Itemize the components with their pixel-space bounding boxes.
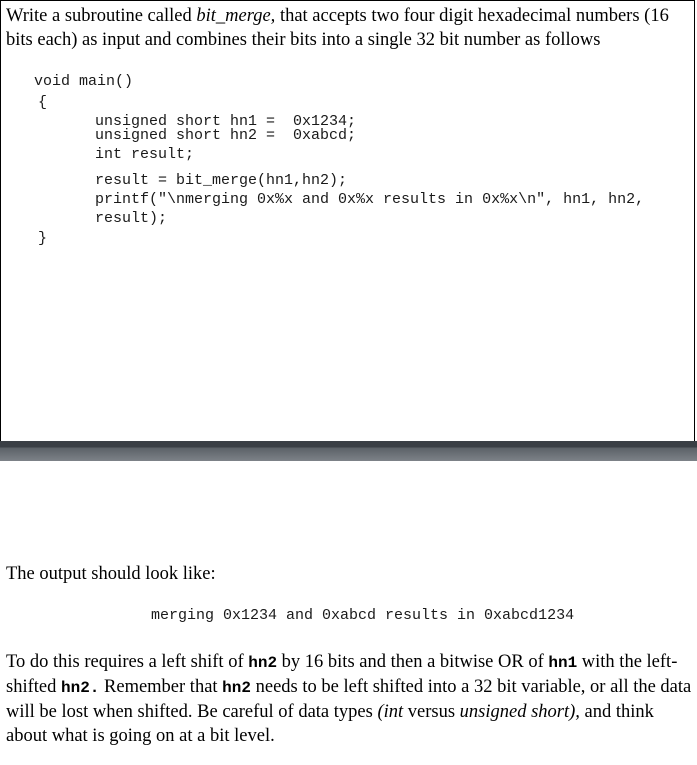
code-line-printf-cont: result); (95, 210, 168, 227)
page-divider (0, 441, 697, 461)
problem-statement (6, 4, 694, 52)
type-int: (int (377, 702, 404, 722)
output-example: merging 0x1234 and 0xabcd results in 0xabcd1234 (151, 607, 575, 624)
type-unsigned-short: unsigned short), (459, 702, 580, 722)
code-hn1: hn1 (548, 654, 578, 672)
code-line-call: result = bit_merge(hn1,hn2); (95, 172, 348, 189)
code-line-hn2: unsigned short hn2 = 0xabcd; (95, 127, 357, 144)
code-line-open-brace: { (38, 94, 48, 111)
code-line-result-decl: int result; (95, 146, 195, 163)
explanation: To do this requires a left shift of hn2 by 16 bits and then a bitwise OR of hn1 with the left-shifted hn2. Remember that hn2 needs to be left shifted into a 32 bit variable, or all the data will be lost when shifted. Be careful of data types (int versus unsigned short), and think about what is going on at a bit level. (6, 652, 692, 746)
code-line-printf: printf("\nmerging 0x%x and 0x%x results in 0x%x\n", hn1, hn2, (95, 191, 645, 208)
code-hn2-shifted: hn2. (60, 679, 100, 697)
statement-text-rest: that accepts two four digit hexadecimal numbers (16 bits each) as input and combines their bits into a single 32 bit number as follows (6, 6, 669, 50)
code-line-close-brace: } (38, 230, 48, 247)
code-line-main: void main() (34, 73, 134, 90)
statement-text: Write a subroutine called (6, 6, 197, 26)
output-label: The output should look like: (6, 564, 216, 584)
function-name: bit_merge, (196, 6, 276, 26)
code-line-hn1: unsigned short hn1 = 0x1234; (95, 113, 357, 130)
code-hn2: hn2 (248, 654, 278, 672)
code-hn2-note: hn2 (222, 679, 251, 697)
